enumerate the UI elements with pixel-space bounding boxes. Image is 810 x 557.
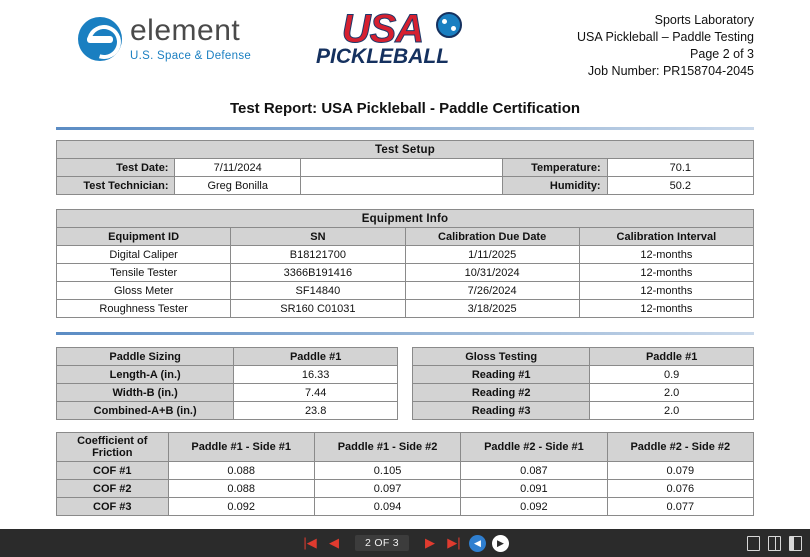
column-header: SN	[231, 228, 405, 246]
cell: 0.079	[607, 462, 753, 480]
table-header-row	[57, 348, 398, 366]
viewer-toolbar[interactable]	[0, 529, 810, 557]
row-label: Reading #3	[413, 402, 590, 420]
column-header: Paddle #1	[590, 348, 754, 366]
previous-page-button[interactable]: ◀	[329, 535, 340, 550]
coefficient-of-friction-section	[56, 432, 754, 516]
cell: 2.0	[590, 384, 754, 402]
page-navigation	[301, 534, 509, 552]
test-setup-table	[56, 140, 754, 195]
column-header: Calibration Interval	[579, 228, 753, 246]
cell: Roughness Tester	[57, 300, 231, 318]
element-logo-icon	[78, 17, 122, 61]
cell: Digital Caliper	[57, 246, 231, 264]
test-technician-value: Greg Bonilla	[175, 177, 300, 195]
cell: 0.094	[314, 498, 460, 516]
section-divider	[56, 332, 754, 335]
cell: 2.0	[590, 402, 754, 420]
humidity-label: Humidity:	[503, 177, 608, 195]
cell: 12-months	[579, 264, 753, 282]
row-label: COF #2	[57, 480, 169, 498]
table-row	[57, 402, 398, 420]
cell: 0.092	[168, 498, 314, 516]
cell: Gloss Meter	[57, 282, 231, 300]
single-page-view-icon[interactable]	[747, 536, 760, 551]
cell: 12-months	[579, 246, 753, 264]
equipment-info-title: Equipment Info	[57, 210, 754, 228]
cell: 0.087	[461, 462, 607, 480]
cell: SR160 C01031	[231, 300, 405, 318]
view-mode-controls	[747, 536, 802, 551]
page-indicator[interactable]: 2 OF 3	[355, 535, 409, 551]
temperature-value: 70.1	[607, 159, 753, 177]
cell: 12-months	[579, 282, 753, 300]
element-logo	[78, 8, 251, 63]
test-technician-label: Test Technician:	[57, 177, 175, 195]
table-row	[57, 498, 754, 516]
column-header: Paddle #1 - Side #2	[314, 433, 460, 462]
header-lab-name: Sports Laboratory	[654, 13, 754, 27]
row-label: Reading #1	[413, 366, 590, 384]
coefficient-of-friction-table	[56, 432, 754, 516]
test-setup-spacer-1	[300, 159, 502, 177]
table-header-row	[413, 348, 754, 366]
gloss-testing-title: Gloss Testing	[413, 348, 590, 366]
header-program: USA Pickleball – Paddle Testing	[577, 30, 754, 44]
first-page-button[interactable]: |◀	[303, 535, 317, 550]
table-row	[57, 366, 398, 384]
table-row	[57, 480, 754, 498]
test-setup-title: Test Setup	[57, 141, 754, 159]
row-label: COF #1	[57, 462, 169, 480]
cell: 7/26/2024	[405, 282, 579, 300]
cell: 0.097	[314, 480, 460, 498]
test-date-label: Test Date:	[57, 159, 175, 177]
cell: 16.33	[234, 366, 398, 384]
cell: Tensile Tester	[57, 264, 231, 282]
column-header: Paddle #2 - Side #1	[461, 433, 607, 462]
cell: SF14840	[231, 282, 405, 300]
cell: 23.8	[234, 402, 398, 420]
cof-title: Coefficient of Friction	[57, 433, 169, 462]
page-title: Test Report: USA Pickleball - Paddle Certification	[229, 100, 581, 117]
header-page-number: Page 2 of 3	[690, 47, 754, 61]
column-header: Equipment ID	[57, 228, 231, 246]
column-header: Paddle #2 - Side #2	[607, 433, 753, 462]
cell: 0.077	[607, 498, 753, 516]
table-row	[57, 177, 754, 195]
cell: 0.105	[314, 462, 460, 480]
report-header	[56, 8, 754, 86]
cell: B18121700	[231, 246, 405, 264]
cell: 0.091	[461, 480, 607, 498]
table-row	[413, 366, 754, 384]
table-row	[413, 384, 754, 402]
pickleball-icon	[436, 12, 462, 38]
table-row	[57, 246, 754, 264]
element-logo-text	[130, 16, 251, 63]
sizing-gloss-row	[56, 347, 754, 420]
cell: 0.076	[607, 480, 753, 498]
header-metadata	[524, 8, 754, 80]
test-date-value: 7/11/2024	[175, 159, 300, 177]
row-label: COF #3	[57, 498, 169, 516]
cell: 0.092	[461, 498, 607, 516]
header-job-number: Job Number: PR158704-2045	[587, 64, 754, 78]
row-label: Length-A (in.)	[57, 366, 234, 384]
table-header-row	[57, 228, 754, 246]
humidity-value: 50.2	[607, 177, 753, 195]
test-setup-spacer-2	[300, 177, 502, 195]
table-title-row	[57, 141, 754, 159]
cell: 1/11/2025	[405, 246, 579, 264]
fullscreen-icon[interactable]	[789, 536, 802, 551]
cell: 0.088	[168, 462, 314, 480]
column-header: Paddle #1	[234, 348, 398, 366]
two-page-view-icon[interactable]	[768, 536, 781, 551]
row-label: Reading #2	[413, 384, 590, 402]
next-page-button[interactable]: ▶	[424, 535, 435, 550]
gloss-testing-section	[412, 347, 754, 420]
element-logo-subtitle: U.S. Space & Defense	[130, 50, 252, 62]
cell: 0.088	[168, 480, 314, 498]
column-header: Calibration Due Date	[405, 228, 579, 246]
usa-logo-line2: PICKLEBALL	[316, 45, 450, 68]
element-logo-title: element	[130, 14, 241, 47]
table-title-row	[57, 210, 754, 228]
equipment-info-table	[56, 209, 754, 318]
usa-logo-line1: USA	[341, 7, 424, 51]
equipment-info-section	[56, 209, 754, 318]
last-page-button[interactable]: ▶|	[447, 535, 461, 550]
back-button[interactable]: ◀	[469, 535, 486, 552]
paddle-sizing-title: Paddle Sizing	[57, 348, 234, 366]
table-row	[57, 282, 754, 300]
cell: 0.9	[590, 366, 754, 384]
row-label: Combined-A+B (in.)	[57, 402, 234, 420]
cell: 7.44	[234, 384, 398, 402]
title-divider	[56, 127, 754, 130]
paddle-sizing-table	[56, 347, 398, 420]
table-row	[57, 159, 754, 177]
cell: 10/31/2024	[405, 264, 579, 282]
table-row	[57, 264, 754, 282]
column-header: Paddle #1 - Side #1	[168, 433, 314, 462]
table-row	[413, 402, 754, 420]
table-row	[57, 300, 754, 318]
cell: 3/18/2025	[405, 300, 579, 318]
usa-pickleball-logo	[298, 7, 468, 80]
table-row	[57, 384, 398, 402]
gloss-testing-table	[412, 347, 754, 420]
table-header-row	[57, 433, 754, 462]
temperature-label: Temperature:	[503, 159, 608, 177]
table-row	[57, 462, 754, 480]
paddle-sizing-section	[56, 347, 398, 420]
row-label: Width-B (in.)	[57, 384, 234, 402]
play-button[interactable]: ▶	[492, 535, 509, 552]
test-setup-section	[56, 140, 754, 195]
cell: 3366B191416	[231, 264, 405, 282]
cell: 12-months	[579, 300, 753, 318]
